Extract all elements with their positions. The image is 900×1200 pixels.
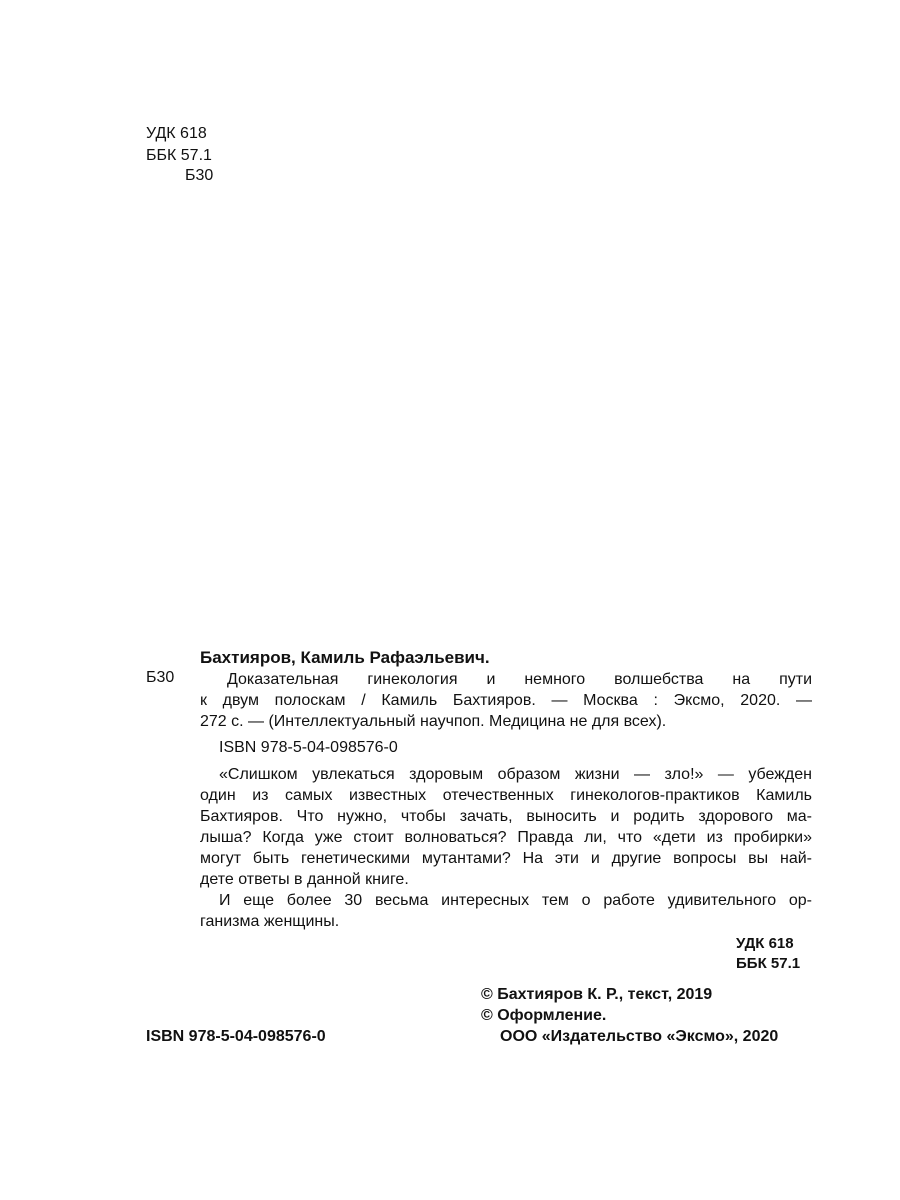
card-isbn: ISBN 978-5-04-098576-0 — [219, 739, 398, 756]
annotation-line-3: Бахтияров. Что нужно, чтобы зачать, выносить и родить здорового ма- — [200, 808, 812, 825]
copyright-design: © Оформление. — [481, 1007, 607, 1024]
annotation-line-6: дете ответы в данной книге. — [200, 871, 409, 888]
annotation2-line-2: ганизма женщины. — [200, 913, 340, 930]
annotation-line-5: могут быть генетическими мутантами? На эти и другие вопросы вы най- — [200, 850, 812, 867]
annotation2-line-1: И еще более 30 весьма интересных тем о работе удивительного ор- — [219, 892, 812, 909]
copyright-author: © Бахтияров К. Р., текст, 2019 — [481, 986, 713, 1003]
annotation-line-4: лыша? Когда уже стоит волноваться? Правда ли, что «дети из пробирки» — [200, 829, 812, 846]
top-udk: УДК 618 — [146, 125, 207, 142]
description-line-1: Доказательная гинекология и немного волшебства на пути — [227, 671, 812, 688]
annotation-line-1: «Слишком увлекаться здоровым образом жизни — зло!» — убежден — [219, 766, 812, 783]
top-bbk: ББК 57.1 — [146, 147, 212, 164]
annotation-line-2: один из самых известных отечественных гинекологов-практиков Камиль — [200, 787, 812, 804]
top-author-mark: Б30 — [185, 167, 214, 184]
description-line-2: к двум полоскам / Камиль Бахтияров. — Москва : Эксмо, 2020. — — [200, 692, 812, 709]
card-author: Бахтияров, Камиль Рафаэльевич. — [200, 648, 490, 667]
bottom-isbn: ISBN 978-5-04-098576-0 — [146, 1028, 326, 1045]
card-bbk: ББК 57.1 — [736, 955, 801, 972]
copyright-publisher: ООО «Издательство «Эксмо», 2020 — [500, 1028, 779, 1045]
card-author-mark: Б30 — [146, 669, 175, 686]
description-line-3: 272 с. — (Интеллектуальный научпоп. Медицина не для всех). — [200, 713, 667, 730]
card-udk: УДК 618 — [736, 935, 794, 952]
